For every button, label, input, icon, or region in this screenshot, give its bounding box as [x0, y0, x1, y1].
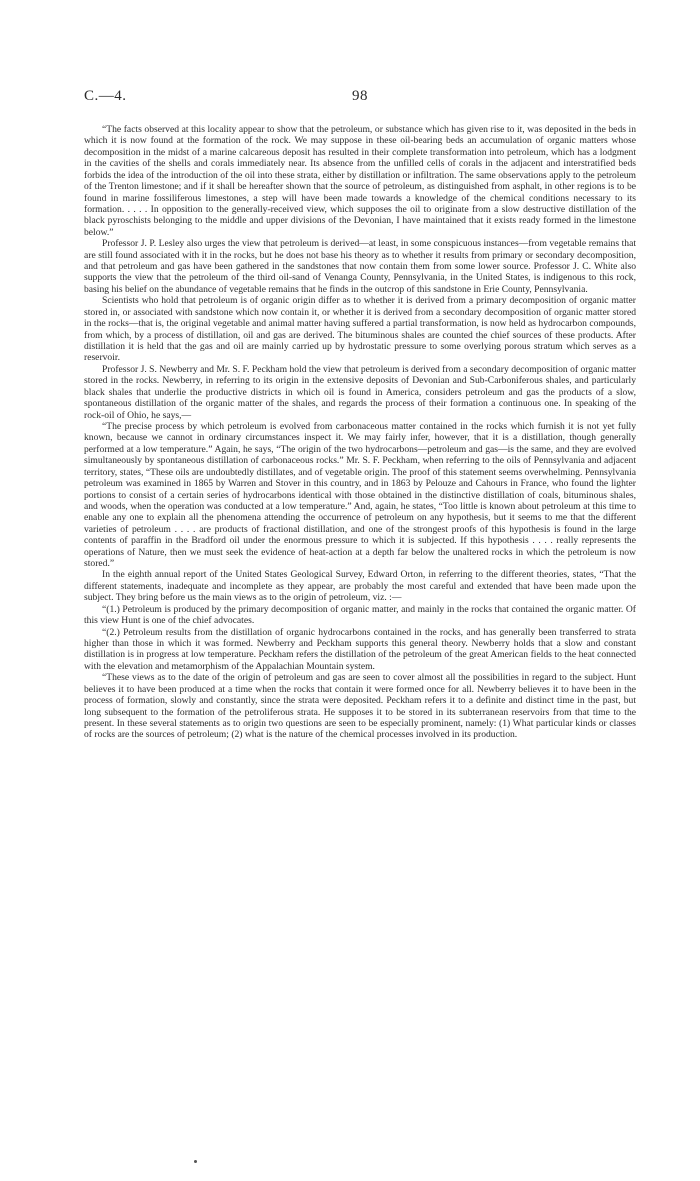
paragraph: In the eighth annual report of the United States Geological Survey, Edward Orton, in referring to the different theories, states, “That the different statements, inadequate and incomplete as they appear, are probably the most careful and extended that have been made upon the subject. They bring before us the main views as to the origin of petroleum, viz. :— [84, 569, 636, 604]
paragraph: “(2.) Petroleum results from the distillation of organic hydrocarbons contained in the rocks, and has generally been transferred to strata higher than those in which it was formed. Newberry and Peckham supports this general theory. Newberry holds that a slow and constant distillation is in progress at low temperature. Peckham refers the distillation of the petroleum of the great American fields to the heat connected with the elevation and metamorphism of the Appalachian Mountain system. [84, 626, 636, 672]
paragraph: “The facts observed at this locality appear to show that the petroleum, or substance which has given rise to it, was deposited in the beds in which it is now found at the formation of the rock. We may suppose in these oil-bearing beds an accumulation of organic matters whose decomposition in the midst of a marine calcareous deposit has resulted in their complete transformation into petroleum, which has a lodgment in the cavities of the shells and corals immediately near. Its absence from the unfilled cells of corals in the adjacent and interstratified beds forbids the idea of the introduction of the oil into these strata, either by distillation or infiltration. The same observations apply to the petroleum of the Trenton limestone; and if it shall be hereafter shown that the source of petroleum, as distinguished from asphalt, in other regions is to be found in marine fossiliferous limestones, a step will have been made towards a knowledge of the chemical conditions necessary to its formation. . . . . In opposition to the generally-received view, which supposes the oil to originate from a slow destructive distillation of the black pyroschists belonging to the middle and upper divisions of the Devonian, I have maintained that it exists ready formed in the limestone below.” [84, 124, 636, 238]
paragraph: “The precise process by which petroleum is evolved from carbonaceous matter contained in the rocks which furnish it is not yet fully known, because we cannot in ordinary circumstances inspect it. We may fairly infer, however, that it is a distillation, though generally performed at a low temperature.” Again, he says, “The origin of the two hydrocarbons—petroleum and gas—is the same, and they are evolved simultaneously by spontaneous distillation of carbonaceous rocks.” Mr. S. F. Peckham, when referring to the oils of Pennsylvania and adjacent territory, states, “These oils are undoubtedly distillates, and of vegetable origin. The proof of this statement seems overwhelming. Pennsylvania petroleum was examined in 1865 by Warren and Stover in this country, and in 1863 by Pelouze and Cahours in France, who found the lighter portions to consist of a certain series of hydrocarbons identical with those obtained in the distinctive distillation of coals, bituminous shales, and woods, when the operation was conducted at a low temperature.” And, again, he states, “Too little is known about petroleum at this time to enable any one to explain all the phenomena attending the occurrence of petroleum on any hypothesis, but it seems to me that the different varieties of petroleum . . . . are products of fractional distillation, and one of the strongest proofs of this hypothesis is found in the large contents of paraffin in the Bradford oil under the enormous pressure to which it is subjected. If this hypothesis . . . . really represents the operations of Nature, then we must seek the evidence of heat-action at a depth far below the unaltered rocks in which the petroleum is now stored.” [84, 420, 636, 570]
page-header [84, 88, 636, 108]
paragraph: Professor J. P. Lesley also urges the view that petroleum is derived—at least, in some conspicuous instances—from vegetable remains that are still found associated with it in the rocks, but he does not base his theory as to whether it results from primary or secondary decomposition, and that petroleum and gas have been gathered in the sandstones that now contain them from some lower source. Professor J. C. White also supports the view that the petroleum of the third oil-sand of Venanga County, Pennsylvania, in the United States, is indigenous to this rock, basing his belief on the abundance of vegetable remains that he finds in the outcrop of this sandstone in Erie County, Pennsylvania. [84, 238, 636, 295]
paragraph: Professor J. S. Newberry and Mr. S. F. Peckham hold the view that petroleum is derived from a secondary decomposition of organic matter stored in the rocks. Newberry, in referring to its origin in the extensive deposits of Devonian and Sub-Carboniferous shales, and particularly black shales that underlie the productive districts in which oil is found in America, considers petroleum and gas the products of a slow, spontaneous distillation of the organic matter of the shales, and regards the process of their formation a continuous one. In speaking of the rock-oil of Ohio, he says,— [84, 363, 636, 421]
page-number: 98 [352, 88, 368, 104]
ink-speck [194, 1160, 197, 1163]
paragraph: Scientists who hold that petroleum is of organic origin differ as to whether it is derived from a primary decomposition of organic matter stored in, or associated with sandstone which now contain it, or whether it is derived from a secondary decomposition of organic matter stored in the rocks—that is, the original vegetable and animal matter having suffered a partial transformation, is now held as hydrocarbon compounds, from which, by a process of distillation, oil and gas are derived. The bituminous shales are counted the chief sources of these products. After distillation it is held that the gas and oil are mainly carried up by hydrostatic pressure to some overlying porous stratum which serves as a reservoir. [84, 295, 636, 364]
document-reference: C.—4. [84, 88, 127, 104]
paragraph: “These views as to the date of the origin of petroleum and gas are seen to cover almost all the possibilities in regard to the subject. Hunt believes it to have been produced at a time when the rocks that contain it were formed once for all. Newberry believes it to have been in the process of formation, slowly and constantly, since the strata were deposited. Peckham refers it to a definite and distinct time in the past, but long subsequent to the formation of the petroliferous strata. He supposes it to be stored in its subterranean reservoirs from that time to the present. In these several statements as to origin two questions are seen to be especially prominent, namely: (1) What particular kinds or classes of rocks are the sources of petroleum; (2) what is the nature of the chemical processes involved in its production. [84, 672, 636, 741]
body-text [84, 124, 636, 741]
paragraph: “(1.) Petroleum is produced by the primary decomposition of organic matter, and mainly in the rocks that contained the organic matter. Of this view Hunt is one of the chief advocates. [84, 603, 636, 627]
